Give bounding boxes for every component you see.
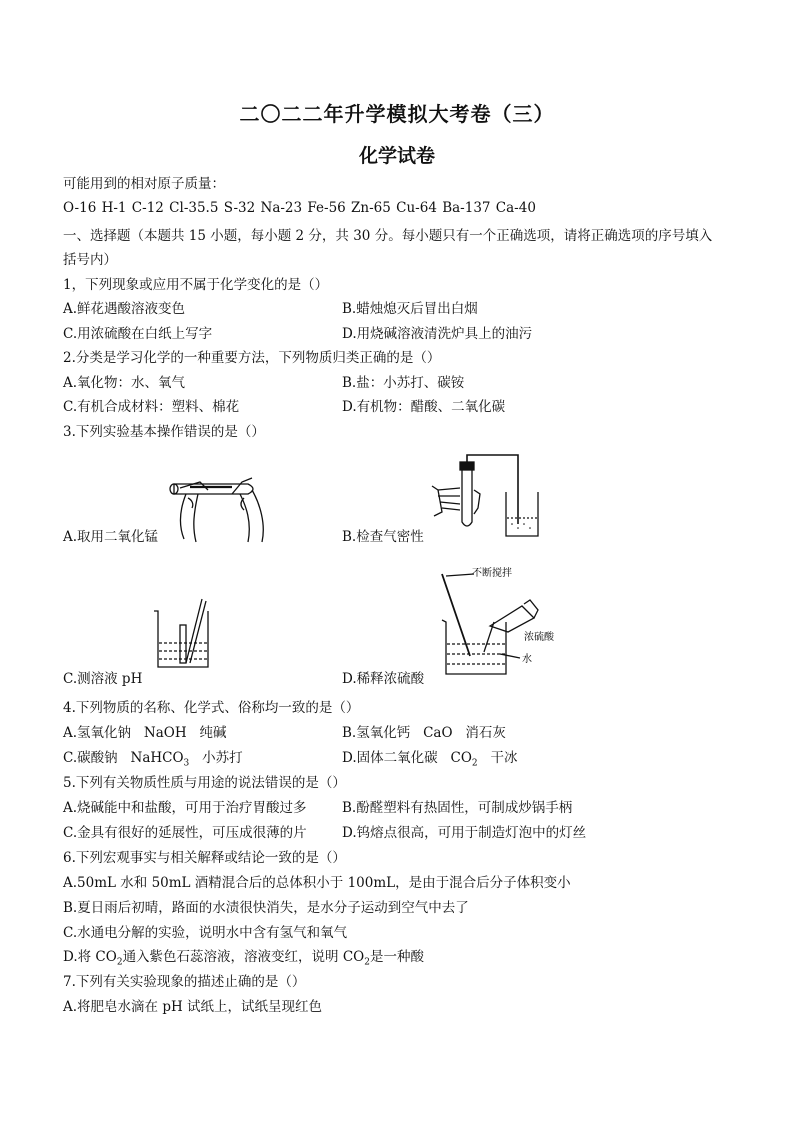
q1-option-b: B.蜡烛熄灭后冒出白烟 [342, 301, 478, 317]
q3-option-b: B.检查气密性 [342, 529, 424, 545]
q4-option-a: A.氢氧化钠 NaOH 纯碱 [63, 725, 227, 741]
q1-option-c: C.用浓硫酸在白纸上写字 [63, 326, 213, 342]
q5-option-c: C.金具有很好的延展性，可压成很薄的片 [63, 825, 307, 841]
atomic-mass-label: 可能用到的相对原子质量： [63, 176, 225, 192]
q5-stem: 5.下列有关物质性质与用途的说法错误的是（） [63, 775, 346, 791]
q4-option-b: B.氢氧化钙 CaO 消石灰 [342, 725, 506, 741]
q6-option-d: D.将 $CO_2$通入紫色石蕊溶液，溶液变红，说明 $CO_2$是一种酸 [63, 949, 424, 968]
q2-stem: 2.分类是学习化学的一种重要方法，下列物质归类正确的是（） [63, 350, 441, 366]
q6-option-b: B.夏日雨后初晴，路面的水渍很快消失，是水分子运动到空气中去了 [63, 900, 469, 916]
figure-take-mno2 [160, 464, 275, 544]
q1-option-d: D.用烧碱溶液清洗炉具上的油污 [342, 326, 533, 342]
q4-stem: 4.下列物质的名称、化学式、俗称均一致的是（） [63, 700, 360, 716]
q3-option-a: A.取用二氧化锰 [63, 529, 159, 545]
q7-option-a: A.将肥皂水滴在 pH 试纸上，试纸呈现红色 [63, 999, 323, 1015]
q5-option-a: A.烧碱能中和盐酸，可用于治疗胃酸过多 [63, 800, 307, 816]
label-water: 水 [522, 654, 532, 665]
q1-stem: 1，下列现象或应用不属于化学变化的是（） [63, 277, 329, 293]
q2-option-d: D.有机物：醋酸、二氧化碳 [342, 399, 506, 415]
exam-title: 二〇二二年升学模拟大考卷（三） [239, 102, 555, 126]
q3-option-d: D.稀释浓硫酸 [342, 671, 425, 687]
figure-airtightness-check [430, 452, 545, 544]
q6-stem: 6.下列宏观事实与相关解释或结论一致的是（） [63, 850, 346, 866]
figure-dilute-sulfuric-acid [430, 560, 570, 680]
q7-stem: 7.下列有关实验现象的描述止确的是（） [63, 974, 306, 990]
q6-option-c: C.水通电分解的实验，说明水中含有氢气和氧气 [63, 925, 348, 941]
q2-option-c: C.有机合成材料：塑料、棉花 [63, 399, 240, 415]
figure-measure-ph [150, 597, 215, 672]
label-concentrated-acid: 浓硫酸 [524, 632, 554, 643]
q2-option-b: B.盐：小苏打、碳铵 [342, 375, 465, 391]
exam-subtitle: 化学试卷 [358, 145, 435, 167]
q4-option-c: C.碳酸钠 NaHCO$_3$ 小苏打 [63, 750, 243, 769]
atomic-mass-list: O-16 H-1 C-12 Cl-35.5 S-32 Na-23 Fe-56 Zn-65 Cu-64 Ba-137 Ca-40 [63, 200, 536, 216]
label-stir: 不断搅拌 [472, 568, 512, 579]
q5-option-d: D.钨熔点很高，可用于制造灯泡中的灯丝 [342, 825, 587, 841]
q2-option-a: A.氧化物：水、氧气 [63, 375, 186, 391]
q3-option-c: C.测溶液 pH [63, 671, 143, 687]
q3-stem: 3.下列实验基本操作错误的是（） [63, 424, 265, 440]
q4-option-d: D.固体二氧化碳 $CO_2$ 干冰 [342, 750, 518, 769]
q6-option-a: A.50mL 水和 50mL 酒精混合后的总体积小于 100mL，是由于混合后分子体积变小 [63, 875, 571, 891]
q5-option-b: B.酚醛塑料有热固性，可制成炒锅手柄 [342, 800, 573, 816]
q1-option-a: A.鲜花遇酸溶液变色 [63, 301, 186, 317]
section-heading: 一、选择题（本题共 15 小题，每小题 2 分，共 30 分。每小题只有一个正确选项，请将正确选项的序号填入括号内） [63, 228, 713, 268]
